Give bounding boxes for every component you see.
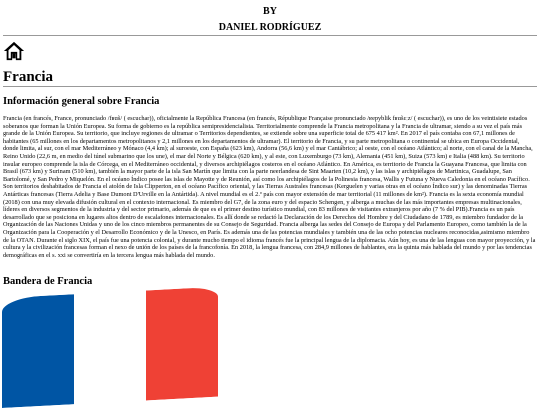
flag-heading: Bandera de Francia — [3, 276, 93, 287]
byline-label: BY — [263, 6, 277, 17]
home-button[interactable] — [3, 40, 25, 62]
author-name: DANIEL RODRÍGUEZ — [218, 22, 322, 33]
info-heading: Información general sobre Francia — [3, 96, 160, 107]
flag-band-blue — [2, 294, 74, 408]
flag-band-red — [146, 287, 218, 401]
flag-band-white — [74, 290, 146, 404]
page-title: Francia — [3, 69, 53, 85]
title-divider — [3, 86, 537, 87]
france-flag-image — [2, 287, 218, 408]
home-icon — [3, 40, 25, 62]
info-paragraph: Francia (en francés, France, pronunciado /fʁɑ̃s/ ( escuchar)), oficialmente la República Francesa (en francés, République Française pronunciado /ʁepyblik fʁɑ̃sɛːz/ ( escuchar)), es uno de los veintisiete estados soberanos que forman la Unión Europea. Su forma de gobierno es la república semipresidencialista. Territorialmente comprende la Francia metropolitana y la Francia de ultramar, siendo a su vez el país más grande de la Unión Europea. Su territorio, que incluye regiones de ultramar o Territorios dependientes, se extiende sobre una superficie total de 675 417 km². En 2017 el país contaba con 67,1 millones de habitantes (65 millones en los departamentos metropolitanos y 2,1 millones en los departamentos de ultramar). El territorio de Francia, y su parte metropolitana o continental se ubica en Europa Occidental, donde limita, al sur, con el mar Mediterráneo y Mónaco (4,4 km); al suroeste, con España (623 km), Andorra (56,6 km) y el mar Cantábrico; al oeste, con el océano Atlántico; al norte, con el canal de la Mancha, Reino Unido (22,6 m, en medio del túnel submarino que los une), el mar del Norte y Bélgica (620 km), y al este, con Luxemburgo (73 km), Alemania (451 km), Suiza (573 km) e Italia (488 km). Su territorio insular europeo comprende la isla de Córcega, en el Mediterráneo occidental, y diversos archipiélagos costeros en el océano Atlántico. En América, es territorio de Francia la Guayana Francesa, que limita con Brasil (673 km) y Surinam (510 km), también la mayor parte de la isla San Martín que limita con la parte neerlandesa de Sint Maarten (10,2 km), y las islas y archipiélagos de Martinica, Guadalupe, San Bartolomé, y San Pedro y Miquelón. En el océano Índico posee las islas de Mayotte y de Reunión, así como los archipiélagos de la Polinesia francesa, Wallis y Futuna y Nueva Caledonia en el océano Pacífico. Son territorios deshabitados de Francia el atolón de Isla Clipperton, en el océano Pacífico oriental, y las Tierras Australes francesas (Kerguelen y varias otras en el océano Índico sur) y las denominadas Tierras Antárticas francesas (Tierra Adelia y Base Dumont D'Urville en la Antártida). A nivel mundial es el 2.º país con mayor extensión de mar territorial (11 millones de km²). Francia es la sexta economía mundial (2018) con una muy elevada difusión cultural en el contexto internacional. Es miembro del G7, de la zona euro y del espacio Schengen, y alberga a muchas de las más importantes empresas multinacionales, líderes en diversos segmentos de la industria y del sector primario, además de que es el primer destino turístico mundial, con 83 millones de visitantes extranjeros por año (7 % del PIB).Francia es un país desarrollado que se posiciona en lugares altos dentro de escalafones internacionales. Es allí donde se redactó la Declaración de los Derechos del Hombre y del Ciudadano de 1789, es miembro fundador de la Organización de las Naciones Unidas y uno de los cinco miembros permanentes de su Consejo de Seguridad. Francia alberga las sedes del Consejo de Europa y del Parlamento Europeo, como también la de la Organización para la Cooperación y el Desarrollo Económico y de la Unesco, en París. Es además una de las potencias mundiales y también una de las ocho potencias nucleares reconocidas,asimismo miembro de la OTAN. Durante el siglo XIX, el país fue una potencia colonial, y durante mucho tiempo el idioma francés fue la principal lengua de la diplomacia. Aún hoy, es una de las lenguas con mayor proyección, y la cultura y la civilización francesas forman el nexo de unión de los países de la francofonía. En 2018, la lengua francesa, con 284,9 millones de hablantes, era la quinta más hablada del mundo y por las tendencias demográficas en el s. xxi se convertiría en la tercera lengua más hablada del mundo. — [3, 115, 536, 259]
header-divider — [3, 35, 537, 36]
